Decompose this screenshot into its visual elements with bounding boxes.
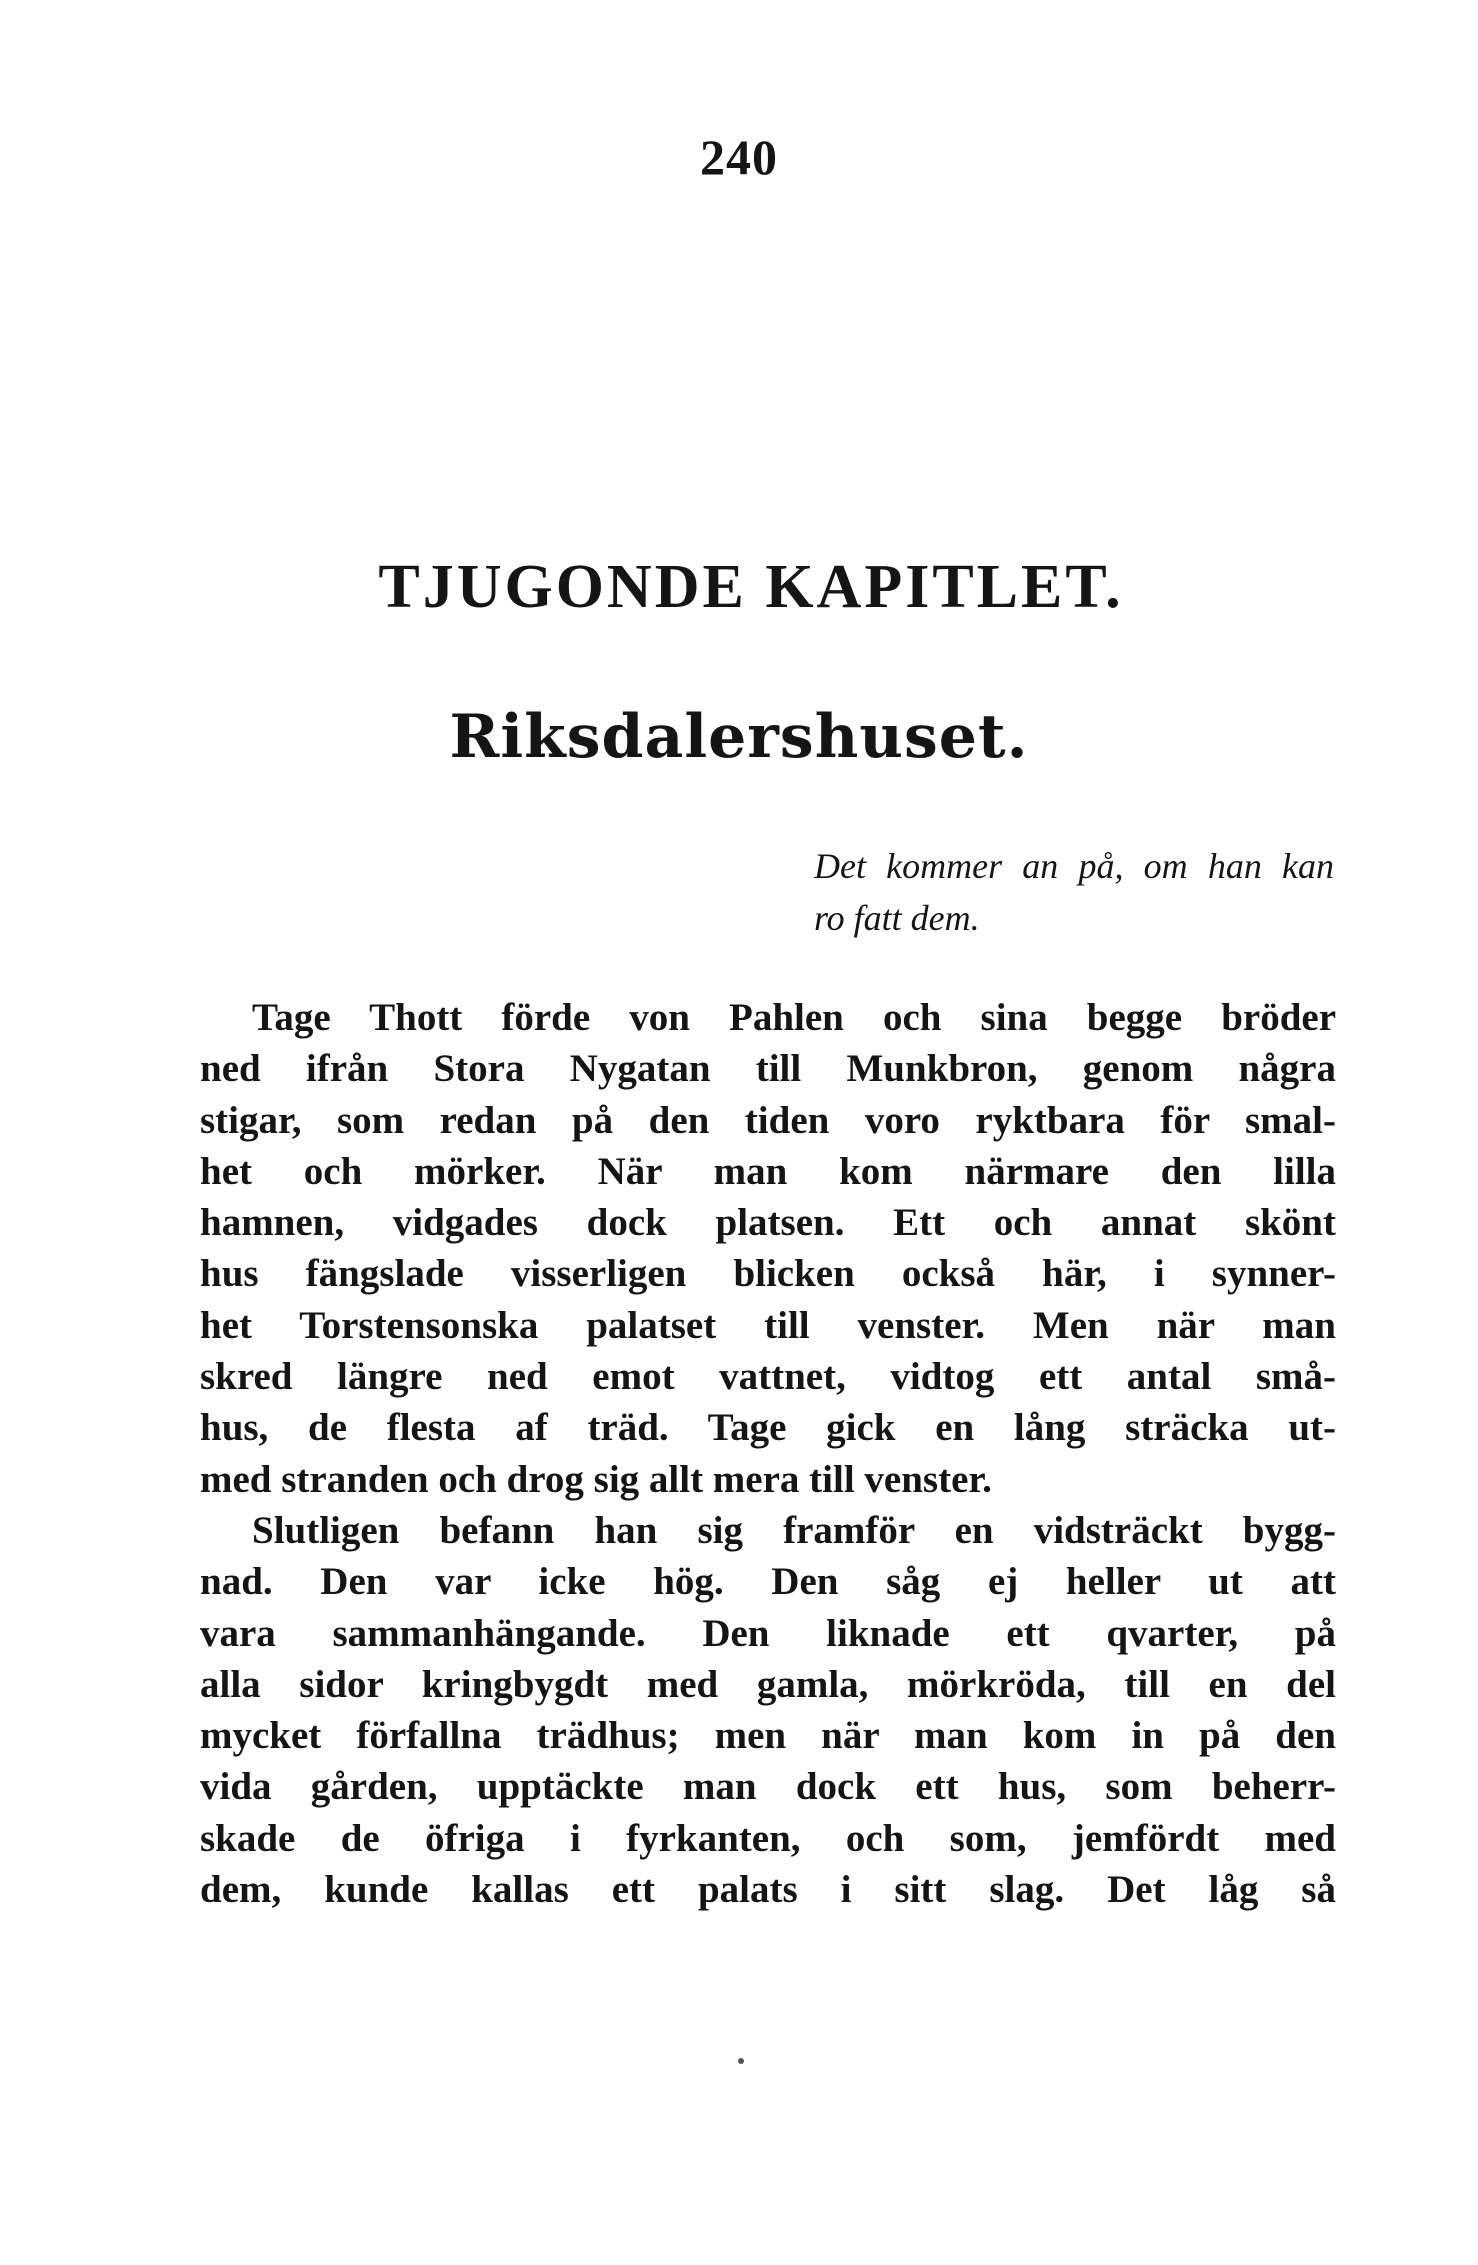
body-line: mycket förfallna trädhus; men när man kom in på den <box>200 1714 1336 1758</box>
body-line: vida gården, upptäckte man dock ett hus, som beherr- <box>200 1765 1336 1809</box>
body-text <box>200 992 1336 1915</box>
body-line: hus fängslade visserligen blicken också här, i synner- <box>200 1252 1336 1296</box>
epigraph <box>814 840 1334 944</box>
body-line: Slutligen befann han sig framför en vidsträckt bygg- <box>252 1508 1336 1552</box>
epigraph-line: ro fatt dem. <box>814 898 980 938</box>
ink-speck <box>738 2058 744 2064</box>
body-line: ned ifrån Stora Nygatan till Munkbron, genom några <box>200 1047 1336 1091</box>
body-line: med stranden och drog sig allt mera till venster. <box>200 1457 992 1501</box>
body-line: het och mörker. När man kom närmare den lilla <box>200 1149 1336 1193</box>
body-line: skred längre ned emot vattnet, vidtog ett antal små- <box>200 1355 1336 1399</box>
body-line: vara sammanhängande. Den liknade ett qvarter, på <box>200 1611 1336 1655</box>
chapter-title: TJUGONDE KAPITLET. <box>378 553 1124 621</box>
body-line: hus, de flesta af träd. Tage gick en lång sträcka ut- <box>200 1406 1336 1450</box>
body-line: het Torstensonska palatset till venster. Men när man <box>200 1303 1336 1347</box>
body-line: stigar, som redan på den tiden voro ryktbara för smal- <box>200 1098 1336 1142</box>
body-line: skade de öfriga i fyrkanten, och som, jemfördt med <box>200 1816 1336 1860</box>
body-line: nad. Den var icke hög. Den såg ej heller ut att <box>200 1560 1336 1604</box>
chapter-subtitle: Riksdalershuset. <box>449 702 1029 772</box>
body-line: alla sidor kringbygdt med gamla, mörkröda, till en del <box>200 1662 1336 1706</box>
body-line: hamnen, vidgades dock platsen. Ett och annat skönt <box>200 1201 1336 1245</box>
body-line: Tage Thott förde von Pahlen och sina begge bröder <box>252 996 1336 1039</box>
epigraph-line: Det kommer an på, om han kan <box>814 846 1334 886</box>
body-line: dem, kunde kallas ett palats i sitt slag. Det låg så <box>200 1868 1336 1912</box>
page-number: 240 <box>700 129 778 185</box>
